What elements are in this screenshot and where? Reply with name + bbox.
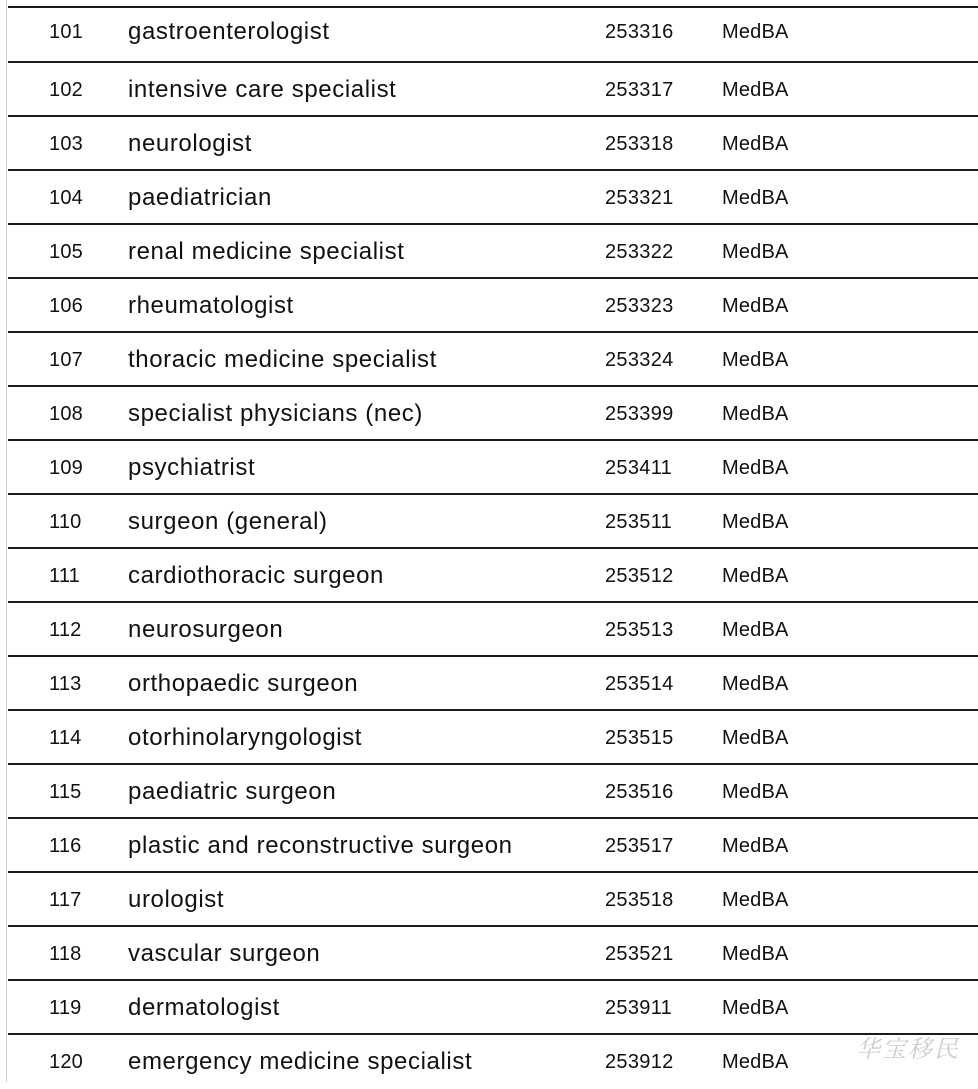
assessing-authority: MedBA	[722, 727, 789, 749]
row-number: 108	[49, 403, 83, 425]
table-row	[0, 981, 978, 1035]
row-number: 109	[49, 457, 83, 479]
table-row	[0, 495, 978, 549]
occupation-name: thoracic medicine specialist	[128, 346, 437, 373]
row-number: 101	[49, 21, 83, 43]
row-number: 104	[49, 187, 83, 209]
assessing-authority: MedBA	[722, 673, 789, 695]
table-row	[0, 765, 978, 819]
table-row	[0, 1035, 978, 1089]
anzsco-code: 253912	[605, 1051, 674, 1073]
occupation-name: otorhinolaryngologist	[128, 724, 363, 751]
row-number: 117	[49, 889, 82, 911]
occupation-name: specialist physicians (nec)	[128, 400, 423, 427]
occupation-name: renal medicine specialist	[128, 238, 405, 265]
assessing-authority: MedBA	[722, 79, 789, 101]
occupation-name: gastroenterologist	[128, 18, 330, 45]
assessing-authority: MedBA	[722, 133, 789, 155]
assessing-authority: MedBA	[722, 295, 789, 317]
anzsco-code: 253318	[605, 133, 674, 155]
table-row	[0, 117, 978, 171]
table-row	[0, 0, 978, 63]
assessing-authority: MedBA	[722, 349, 789, 371]
table-row	[0, 333, 978, 387]
table-row	[0, 873, 978, 927]
row-number: 119	[49, 997, 82, 1019]
occupation-name: rheumatologist	[128, 292, 294, 319]
row-number: 110	[49, 511, 82, 533]
assessing-authority: MedBA	[722, 835, 789, 857]
assessing-authority: MedBA	[722, 619, 789, 641]
row-number: 105	[49, 241, 83, 263]
table-row	[0, 927, 978, 981]
row-number: 112	[49, 619, 82, 641]
anzsco-code: 253399	[605, 403, 674, 425]
row-number: 120	[49, 1051, 83, 1073]
watermark: 华宝移民	[856, 1035, 960, 1063]
anzsco-code: 253911	[605, 997, 673, 1019]
occupation-name: paediatrician	[128, 184, 272, 211]
table-row	[0, 441, 978, 495]
anzsco-code: 253516	[605, 781, 674, 803]
row-number: 116	[49, 835, 82, 857]
assessing-authority: MedBA	[722, 21, 789, 43]
anzsco-code: 253511	[605, 511, 673, 533]
occupation-name: orthopaedic surgeon	[128, 670, 359, 697]
occupation-name: dermatologist	[128, 994, 280, 1021]
anzsco-code: 253322	[605, 241, 674, 263]
row-number: 115	[49, 781, 82, 803]
row-number: 118	[49, 943, 82, 965]
anzsco-code: 253316	[605, 21, 674, 43]
row-number: 106	[49, 295, 83, 317]
row-number: 111	[49, 565, 81, 587]
occupation-name: plastic and reconstructive surgeon	[128, 832, 513, 859]
assessing-authority: MedBA	[722, 511, 789, 533]
anzsco-code: 253324	[605, 349, 674, 371]
table-row	[0, 171, 978, 225]
table-row	[0, 225, 978, 279]
occupation-name: intensive care specialist	[128, 76, 397, 103]
row-number: 114	[49, 727, 82, 749]
occupation-name: surgeon (general)	[128, 508, 328, 535]
anzsco-code: 253317	[605, 79, 674, 101]
assessing-authority: MedBA	[722, 889, 789, 911]
assessing-authority: MedBA	[722, 403, 789, 425]
occupation-name: neurologist	[128, 130, 253, 157]
assessing-authority: MedBA	[722, 457, 789, 479]
row-number: 103	[49, 133, 83, 155]
anzsco-code: 253521	[605, 943, 674, 965]
anzsco-code: 253321	[605, 187, 674, 209]
table-row	[0, 657, 978, 711]
assessing-authority: MedBA	[722, 781, 789, 803]
anzsco-code: 253518	[605, 889, 674, 911]
anzsco-code: 253323	[605, 295, 674, 317]
table-row	[0, 279, 978, 333]
anzsco-code: 253411	[605, 457, 673, 479]
anzsco-code: 253515	[605, 727, 674, 749]
assessing-authority: MedBA	[722, 1051, 789, 1073]
table-row	[0, 819, 978, 873]
assessing-authority: MedBA	[722, 997, 789, 1019]
assessing-authority: MedBA	[722, 565, 789, 587]
table-row	[0, 711, 978, 765]
table-row	[0, 63, 978, 117]
occupation-name: vascular surgeon	[128, 940, 321, 967]
anzsco-code: 253517	[605, 835, 674, 857]
occupation-name: urologist	[128, 886, 225, 913]
occupation-name: paediatric surgeon	[128, 778, 337, 805]
assessing-authority: MedBA	[722, 943, 789, 965]
row-number: 102	[49, 79, 83, 101]
occupation-name: cardiothoracic surgeon	[128, 562, 385, 589]
table-row	[0, 603, 978, 657]
anzsco-code: 253513	[605, 619, 674, 641]
row-number: 113	[49, 673, 82, 695]
occupation-name: neurosurgeon	[128, 616, 284, 643]
occupation-name: emergency medicine specialist	[128, 1048, 473, 1075]
row-number: 107	[49, 349, 83, 371]
assessing-authority: MedBA	[722, 187, 789, 209]
table-row	[0, 387, 978, 441]
assessing-authority: MedBA	[722, 241, 789, 263]
table-row	[0, 549, 978, 603]
occupation-name: psychiatrist	[128, 454, 256, 481]
anzsco-code: 253512	[605, 565, 674, 587]
anzsco-code: 253514	[605, 673, 674, 695]
